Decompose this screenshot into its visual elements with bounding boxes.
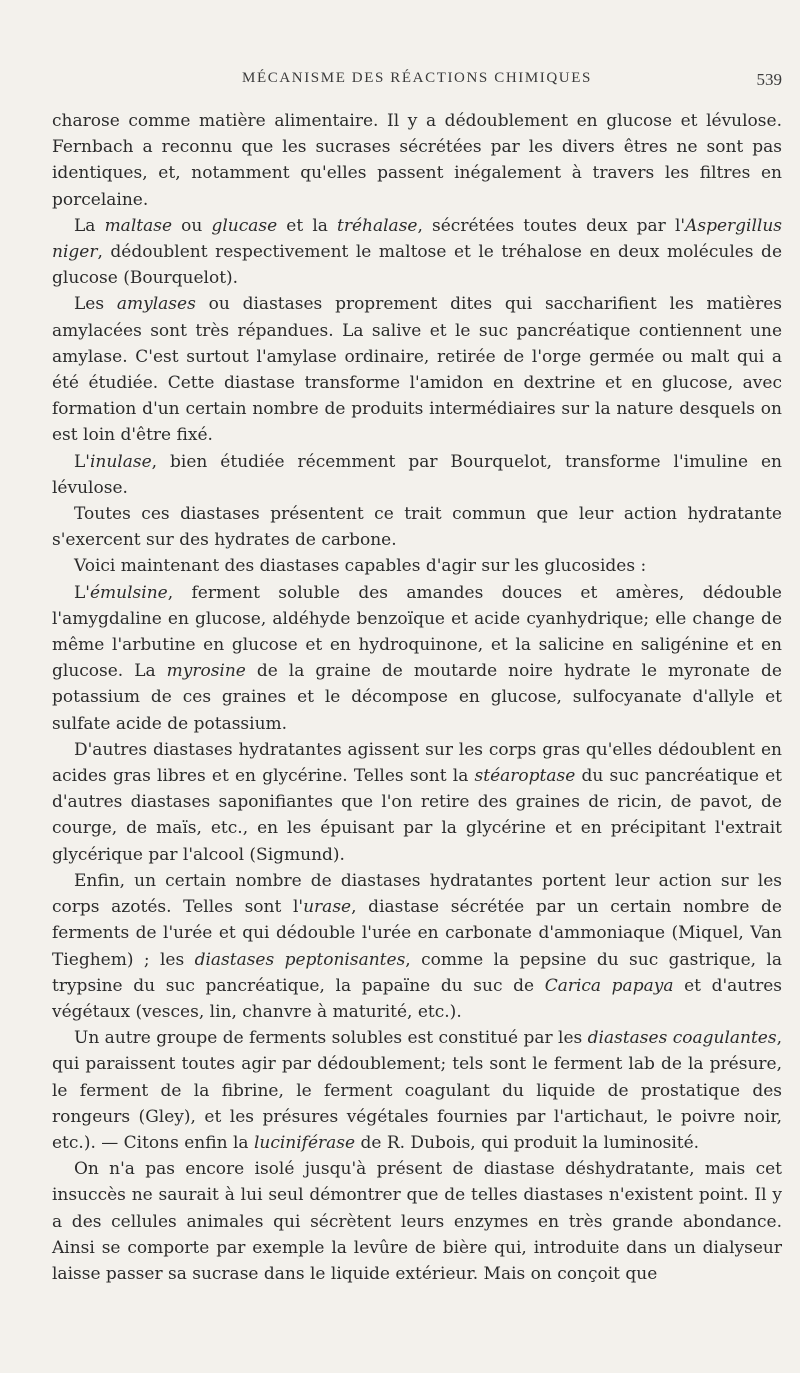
italic-term: émulsine [89,582,168,603]
text-run: charose comme matière alimentaire. Il y a dédoublement en glucose et lévulose. Fernbach a reconnu que les sucrases sécrétées par les divers êtres ne sont pas identiques, et, notamment qu'elles passent inégalement à travers les filtres en porcelaine. [52,111,782,210]
text-run: Voici maintenant des diastases capables d'agir sur les glucosides : [74,556,647,577]
text-run: et la [277,215,338,236]
paragraph [52,868,782,1025]
text-run: , dédoublent respectivement le maltose et le tréhalose en deux molécules de glucose (Bourquelot). [52,242,782,289]
running-title: MÉCANISME DES RÉACTIONS CHIMIQUES [242,70,592,86]
text-run: de R. Dubois, qui produit la luminosité. [355,1132,700,1153]
italic-term: maltase [104,215,173,236]
text-run: de la graine de moutarde noire hydrate le myronate de potassium de ces graines et le décompose en glucose, sulfocyanate d'allyle et sulfate acide de potassium. [52,661,782,734]
paragraph [52,553,782,579]
italic-term: stéaroptase [474,766,576,787]
text-run: , sécrétées toutes deux par l' [417,215,686,236]
italic-term: tréhalase [337,215,418,236]
text-run: Un autre groupe de ferments solubles est constitué par les [74,1028,588,1049]
body-text [52,108,782,1287]
italic-term: urase [303,897,352,918]
text-run: et d'autres végétaux (vesces, lin, chanvre à maturité, etc.). [52,975,782,1022]
running-header [52,70,782,100]
italic-term: luciniférase [253,1132,356,1153]
text-run: , diastase sécrétée par un certain nombre de ferments de l'urée et qui dédouble l'urée en carbonate d'ammoniaque (Miquel, Van Tieghem) ; les [52,897,782,970]
paragraph [52,108,782,213]
italic-term: myrosine [166,661,246,682]
italic-term: glucase [211,215,278,236]
text-run: , qui paraissent toutes agir par dédoublement; tels sont le ferment lab de la présure, le ferment de la fibrine, le ferment coagulant du liquide de prostatique des rongeurs (Gley), et les présures végétales fournies par l'artichaut, le poivre noir, etc.). — Citons enfin la [52,1028,782,1153]
text-run: Enfin, un certain nombre de diastases hydratantes portent leur action sur les corps azotés. Telles sont l' [52,870,782,918]
text-run: , comme la pepsine du suc gastrique, la trypsine du suc pancréatique, la papaïne du suc de [52,949,782,996]
text-run: Toutes ces diastases présentent ce trait commun que leur action hydratante s'exercent sur des hydrates de carbone. [52,504,782,551]
paragraph [52,449,782,501]
paragraph [52,213,782,292]
text-run: Les [74,294,117,315]
paragraph [52,580,782,737]
paragraph [52,501,782,553]
text-run: , bien étudiée récemment par Bourquelot, transforme l'imuline en lévulose. [52,451,782,498]
paragraph [52,1156,782,1287]
italic-term: inulase [89,451,152,472]
text-run: La [74,215,105,236]
paragraph [52,737,782,868]
text-run: ou diastases proprement dites qui saccharifient les matières amylacées sont très répandues. La salive et le suc pancréatique contiennent une amylase. C'est surtout l'amylase ordinaire, retirée de l'orge germée ou malt qui a été étudiée. Cette diastase transforme l'amidon en dextrine et en glucose, avec formation d'un certain nombre de produits intermédiaires sur la nature desquels on est loin d'être fixé. [52,294,782,446]
text-run: L' [74,451,90,472]
text-run: D'autres diastases hydratantes agissent sur les corps gras qu'elles dédoublent en acides gras libres et en glycérine. Telles sont la [52,739,782,787]
text-run: On n'a pas encore isolé jusqu'à présent de diastase déshydratante, mais cet insuccès ne saurait à lui seul démontrer que de telles diastases n'existent point. Il y a des cellules animales qui sécrètent leurs enzymes en très grande abondance. Ainsi se comporte par exemple la levûre de bière qui, introduite dans un dialyseur laisse passer sa sucrase dans le liquide extérieur. Mais on conçoit que [52,1159,782,1284]
italic-term: Aspergillus niger [52,215,782,263]
italic-term: Carica papaya [544,975,674,996]
italic-term: diastases coagulantes [587,1028,777,1049]
paragraph [52,1025,782,1156]
text-run: ou [172,215,212,236]
page-number: 539 [756,70,782,89]
italic-term: amylases [116,294,196,315]
italic-term: diastases peptonisantes [194,949,406,970]
text-run: du suc pancréatique et d'autres diastases saponifiantes que l'on retire des graines de ricin, de pavot, de courge, de maïs, etc., en les épuisant par la glycérine et en précipitant l'extrait glycérique par l'alcool (Sigmund). [52,766,782,865]
paragraph [52,291,782,448]
text-run: , ferment soluble des amandes douces et amères, dédouble l'amygdaline en glucose, aldéhyde benzoïque et acide cyanhydrique; elle change de même l'arbutine en glucose et en hydroquinone, et la salicine en saligénine et en glucose. La [52,582,782,682]
text-run: L' [74,582,90,603]
